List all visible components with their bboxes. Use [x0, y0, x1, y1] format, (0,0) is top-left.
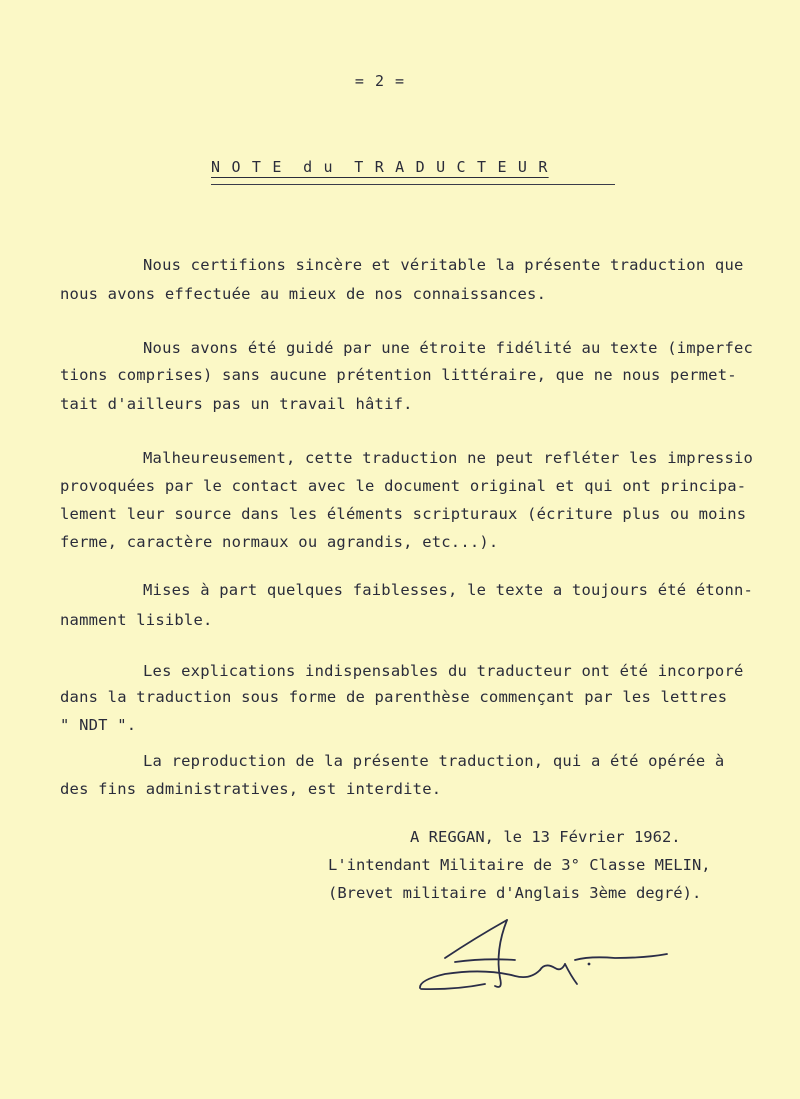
- qualification-line: (Brevet militaire d'Anglais 3ème degré).: [328, 884, 702, 902]
- paragraph-line: namment lisible.: [60, 611, 213, 629]
- document-title: N O T E d u T R A D U C T E U R: [211, 158, 549, 176]
- paragraph-line: Nous avons été guidé par une étroite fidélité au texte (imperfec: [143, 339, 754, 357]
- paragraph-line: des fins administratives, est interdite.: [60, 780, 442, 798]
- officer-line: L'intendant Militaire de 3° Classe MELIN,: [328, 856, 711, 874]
- paragraph-line: Les explications indispensables du traducteur ont été incorporé: [143, 662, 744, 680]
- paragraph-line: dans la traduction sous forme de parenthèse commençant par les lettres: [60, 688, 728, 706]
- paragraph-line: Mises à part quelques faiblesses, le texte a toujours été étonn-: [143, 581, 754, 599]
- paragraph-line: Nous certifions sincère et véritable la présente traduction que: [143, 256, 744, 274]
- paragraph-line: lement leur source dans les éléments scripturaux (écriture plus ou moins: [60, 505, 747, 523]
- page-number: = 2 =: [354, 72, 406, 90]
- paragraph-line: " NDT ".: [60, 716, 137, 734]
- title-underline: [211, 184, 615, 185]
- paragraph-line: nous avons effectuée au mieux de nos connaissances.: [60, 285, 547, 303]
- paragraph-line: tions comprises) sans aucune prétention littéraire, que ne nous permet-: [60, 366, 737, 384]
- place-date: A REGGAN, le 13 Février 1962.: [410, 828, 681, 846]
- paragraph-line: tait d'ailleurs pas un travail hâtif.: [60, 395, 413, 413]
- paragraph-line: provoquées par le contact avec le document original et qui ont principa-: [60, 477, 747, 495]
- paragraph-line: Malheureusement, cette traduction ne peut refléter les impressio: [143, 449, 754, 467]
- handwritten-signature-icon: [415, 910, 675, 1004]
- paragraph-line: ferme, caractère normaux ou agrandis, etc...).: [60, 533, 499, 551]
- paragraph-line: La reproduction de la présente traduction, qui a été opérée à: [143, 752, 725, 770]
